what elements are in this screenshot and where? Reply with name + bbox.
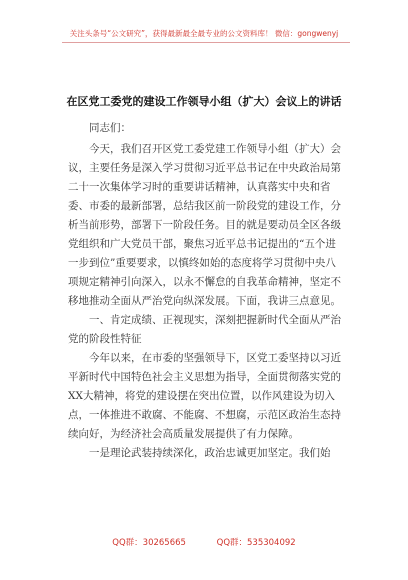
paragraph-point-one: 一是理论武装持续深化，政治忠诚更加坚定。我们始: [89, 447, 331, 459]
document-body: [68, 140, 344, 463]
document-title: 在区党工委党的建设工作领导小组（扩大）会议上的讲话: [66, 95, 342, 108]
footer-qq-group-2: QQ群：535304092: [216, 538, 296, 548]
paragraph-section-heading: 一、肯定成绩、正视现实，深刻把握新时代全面从严治党的阶段性特征: [68, 314, 341, 345]
greeting: 同志们：: [89, 122, 131, 134]
footer-qq-group-1: QQ群：30265665: [112, 538, 186, 548]
header-divider: [62, 42, 350, 43]
paragraph-intro: 今天，我们召开区党工委党建工作领导小组（扩大）会议，主要任务是深入学习贯彻习近平总书记在中央政治局第二十一次集体学习时的重要讲话精神，认真落实中央和省委、市委的最新部署，总结我区前一阶段党的建设工作，分析当前形势，部署下一阶段任务。目的就是要动员全区各级党组织和广大党员干部，聚焦习近平总书记提出的“五个进一步到位”重要要求，以慎终如始的态度将学习贯彻中央八项规定精神引向深入，以永不懈怠的自我革命精神，坚定不移地推动全面从严治党向纵深发展。下面，我讲三点意见。: [68, 143, 341, 307]
footer: [0, 536, 408, 548]
header-note: 关注头条号“公文研究”，获得最新最全最专业的公文资料库！ 微信：gongwenyj: [69, 29, 339, 38]
paragraph-achievements: 今年以来，在市委的坚强领导下，区党工委坚持以习近平新时代中国特色社会主义思想为指导，全面贯彻落实党的XX大精神，将党的建设摆在突出位置，以作风建设为切入点，一体推进不敢腐、不能腐、不想腐，示范区政治生态持续向好，为经济社会高质量发展提供了有力保障。: [68, 352, 341, 440]
